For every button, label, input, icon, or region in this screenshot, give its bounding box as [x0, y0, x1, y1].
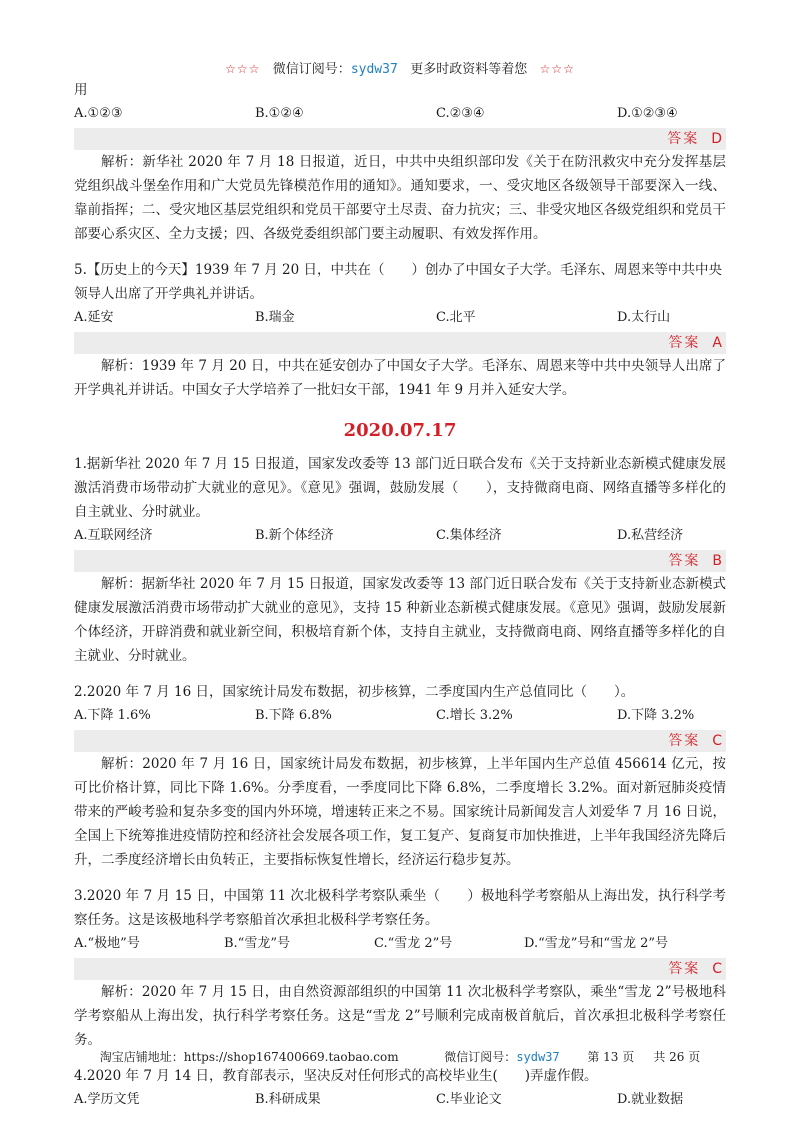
option-d: D.私营经济 — [617, 528, 684, 543]
option-b: B.①②④ — [255, 106, 304, 121]
question-stem: 5.【历史上的今天】1939 年 7 月 20 日，中共在（ ）创办了中国女子大学。毛泽东、周恩来等中共中央 — [74, 262, 722, 278]
date-heading: 2020.07.17 — [343, 420, 457, 441]
explanation: 解析：2020 年 7 月 16 日，国家统计局发布数据，初步核算，上半年国内生产总值 456614 亿元，按可比价格计算，同比下降 1.6%。分季度看，一季度同比下降 6.8%，二季度增长 3.2%。面对新冠肺炎疫情带来的严峻考验和复杂多变的国内外环境，增速转正来之不易。国家统计局新闻发言人刘爱华 7 月 16 日说，全国上下统筹推进疫情防控和经济社会发展各项工作，复工复产、复商复市加快推进，上半年我国经济先降后升，二季度经济增长由负转正，主要指标恢复性增长，经济运行稳步复苏。 — [74, 756, 726, 868]
page-total: 共 26 页 — [653, 1050, 701, 1064]
answer-label: 答案 — [668, 335, 701, 351]
document-body — [74, 78, 726, 1112]
option-c: C.②③④ — [436, 106, 485, 121]
options-row — [74, 524, 726, 548]
star-icon: ☆☆☆ — [539, 62, 575, 76]
option-c: C.集体经济 — [436, 528, 502, 543]
page-header — [0, 58, 800, 77]
option-d: D.①②③④ — [617, 106, 678, 121]
shop-link[interactable]: https://shop167400669.taobao.com — [183, 1050, 399, 1064]
header-tail: 更多时政资料等着您 — [410, 62, 528, 77]
header-label: 微信订阅号： — [272, 62, 351, 77]
answer-label: 答案 — [668, 553, 701, 569]
option-d: D.就业数据 — [617, 1092, 684, 1107]
option-d: D.“雪龙”号和“雪龙 2”号 — [524, 936, 669, 951]
option-d: D.太行山 — [617, 310, 671, 325]
question-stem-line2: 领导人出席了开学典礼并讲话。 — [74, 286, 263, 302]
option-c: C.增长 3.2% — [436, 708, 513, 723]
answer-value: C — [712, 961, 722, 977]
option-d: D.下降 3.2% — [617, 708, 695, 723]
question-stem: 2.2020 年 7 月 16 日，国家统计局发布数据，初步核算，二季度国内生产总值同比（ ）。 — [74, 684, 635, 700]
options-row — [74, 1088, 726, 1112]
options-row — [74, 704, 726, 728]
option-b: B.瑞金 — [255, 310, 295, 325]
answer-bar — [74, 958, 726, 980]
option-b: B.新个体经济 — [255, 528, 334, 543]
option-a: A.学历文凭 — [74, 1092, 140, 1107]
footer-wx-account[interactable]: sydw37 — [516, 1050, 560, 1064]
answer-bar — [74, 550, 726, 572]
option-a: A.①②③ — [74, 106, 123, 121]
footer-wx-label: 微信订阅号： — [444, 1050, 517, 1064]
question-stem-continuation: 用 — [74, 82, 88, 98]
answer-label: 答案 — [667, 131, 700, 147]
answer-bar — [74, 332, 726, 354]
answer-value: D — [711, 131, 722, 147]
options-row — [74, 102, 726, 126]
answer-label: 答案 — [668, 733, 701, 749]
answer-bar — [74, 128, 726, 150]
header-account[interactable]: sydw37 — [350, 62, 398, 77]
answer-value: A — [712, 335, 722, 351]
option-b: B.科研成果 — [255, 1092, 321, 1107]
explanation: 解析：2020 年 7 月 15 日，由自然资源部组织的中国第 11 次北极科学考察队，乘坐“雪龙 2”号极地科学考察船从上海出发，执行科学考察任务。这是“雪龙 2”号顺利完成南极首航后，首次承担北极科学考察任务。 — [74, 984, 726, 1048]
option-a: A.延安 — [74, 310, 114, 325]
option-c: C.北平 — [436, 310, 476, 325]
question-stem: 4.2020 年 7 月 14 日，教育部表示，坚决反对任何形式的高校毕业生( )弄虚作假。 — [74, 1068, 598, 1084]
question-stem: 1.据新华社 2020 年 7 月 15 日报道，国家发改委等 13 部门近日联合发布《关于支持新业态新模式健康发展激活消费市场带动扩大就业的意见》。《意见》强调，鼓励发展（ ），支持微商电商、网络直播等多样化的自主就业、分时就业。 — [74, 456, 726, 520]
options-row — [74, 306, 726, 330]
options-row — [74, 932, 726, 956]
shop-label: 淘宝店铺地址： — [99, 1050, 184, 1064]
answer-bar — [74, 730, 726, 752]
option-a: A.下降 1.6% — [74, 708, 151, 723]
option-c: C.毕业论文 — [436, 1092, 502, 1107]
answer-label: 答案 — [668, 961, 701, 977]
option-c: C.“雪龙 2”号 — [374, 936, 453, 951]
page-number: 第 13 页 — [587, 1050, 635, 1064]
answer-value: C — [712, 733, 722, 749]
star-icon: ☆☆☆ — [225, 62, 261, 76]
question-stem: 3.2020 年 7 月 15 日，中国第 11 次北极科学考察队乘坐（ ）极地科学考察船从上海出发，执行科学考察任务。这是该极地科学考察船首次承担北极科学考察任务。 — [74, 888, 726, 928]
option-b: B.“雪龙”号 — [224, 936, 290, 951]
option-a: A.“极地”号 — [74, 936, 140, 951]
answer-value: B — [712, 553, 722, 569]
option-b: B.下降 6.8% — [255, 708, 332, 723]
explanation: 解析：据新华社 2020 年 7 月 15 日报道，国家发改委等 13 部门近日联合发布《关于支持新业态新模式健康发展激活消费市场带动扩大就业的意见》，支持 15 种新业态新模式健康发展。《意见》强调，鼓励发展新个体经济，开辟消费和就业新空间，积极培育新个体，支持自主就业，支持微商电商、网络直播等多样化的自主就业、分时就业。 — [74, 576, 726, 664]
page-footer — [0, 1048, 800, 1065]
explanation: 解析：新华社 2020 年 7 月 18 日报道，近日，中共中央组织部印发《关于在防汛救灾中充分发挥基层党组织战斗堡垒作用和广大党员先锋模范作用的通知》。通知要求，一、受灾地区各级领导干部要深入一线、靠前指挥；二、受灾地区基层党组织和党员干部要守土尽责、奋力抗灾；三、非受灾地区各级党组织和党员干部要心系灾区、全力支援；四、各级党委组织部门要主动履职、有效发挥作用。 — [74, 154, 726, 242]
option-a: A.互联网经济 — [74, 528, 153, 543]
explanation: 解析：1939 年 7 月 20 日，中共在延安创办了中国女子大学。毛泽东、周恩来等中共中央领导人出席了开学典礼并讲话。中国女子大学培养了一批妇女干部，1941 年 9 月并入延安大学。 — [74, 358, 726, 398]
